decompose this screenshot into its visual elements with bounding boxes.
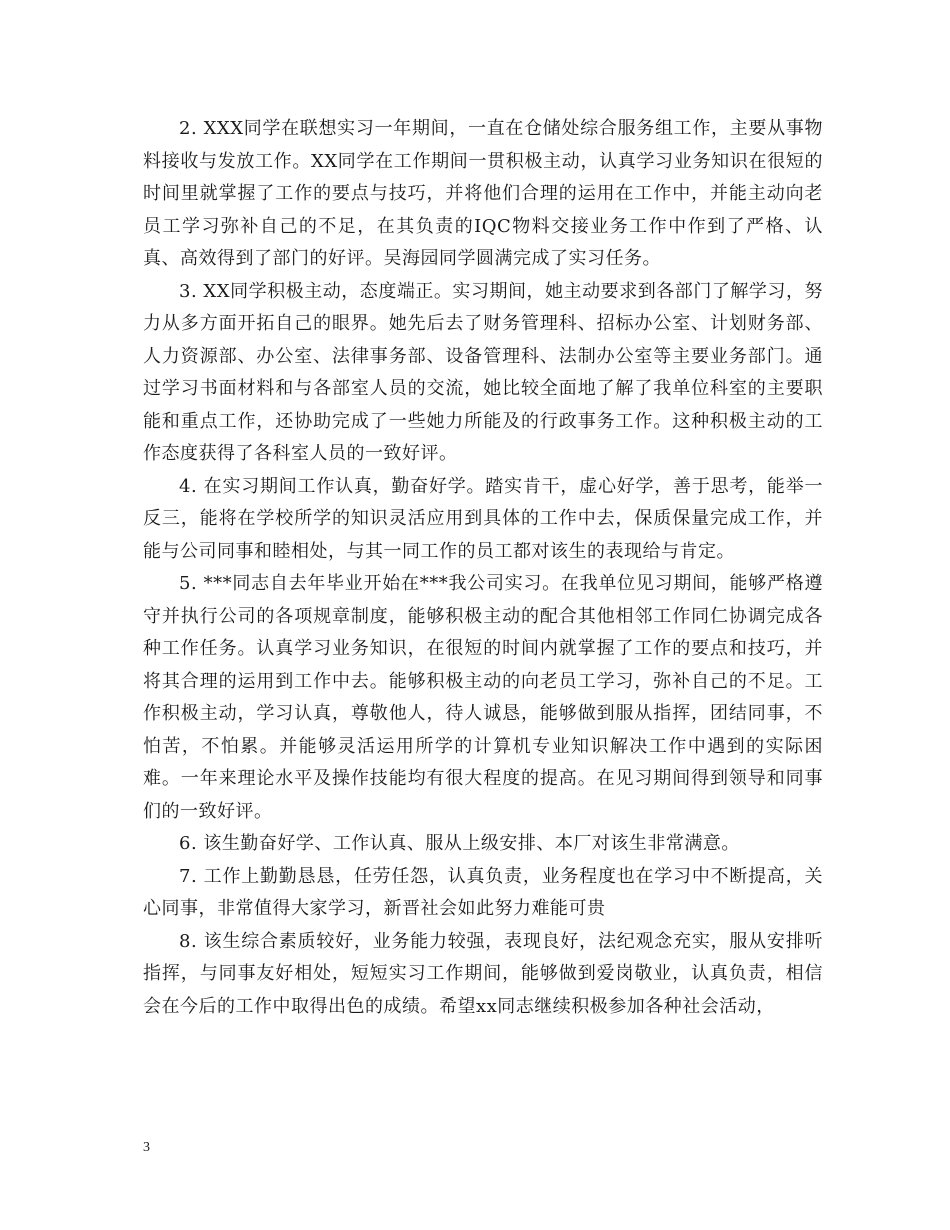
document-body: [143, 113, 823, 1023]
paragraph-2: 2. XXX同学在联想实习一年期间，一直在仓储处综合服务组工作，主要从事物料接收与发放工作。XX同学在工作期间一贯积极主动，认真学习业务知识在很短的时间里就掌握了工作的要点与技巧，并将他们合理的运用在工作中，并能主动向老员工学习弥补自己的不足，在其负责的IQC物料交接业务工作中作到了严格、认真、高效得到了部门的好评。吴海园同学圆满完成了实习任务。: [143, 118, 823, 269]
paragraph-6: 6. 该生勤奋好学、工作认真、服从上级安排、本厂对该生非常满意。: [179, 833, 740, 854]
paragraph-3: 3. XX同学积极主动，态度端正。实习期间，她主动要求到各部门了解学习，努力从多方面开拓自己的眼界。她先后去了财务管理科、招标办公室、计划财务部、人力资源部、办公室、法律事务部、设备管理科、法制办公室等主要业务部门。通过学习书面材料和与各部室人员的交流，她比较全面地了解了我单位科室的主要职能和重点工作，还协助完成了一些她力所能及的行政事务工作。这种积极主动的工作态度获得了各科室人员的一致好评。: [143, 280, 823, 464]
paragraph-5: 5. ***同志自去年毕业开始在***我公司实习。在我单位见习期间，能够严格遵守并执行公司的各项规章制度，能够积极主动的配合其他相邻工作同仁协调完成各种工作任务。认真学习业务知识，在很短的时间内就掌握了工作的要点和技巧，并将其合理的运用到工作中去。能够积极主动的向老员工学习，弥补自己的不足。工作积极主动，学习认真，尊敬他人，待人诚恳，能够做到服从指挥，团结同事，不怕苦，不怕累。并能够灵活运用所学的计算机专业知识解决工作中遇到的实际困难。一年来理论水平及操作技能均有很大程度的提高。在见习期间得到领导和同事们的一致好评。: [143, 573, 823, 822]
paragraph-8: 8. 该生综合素质较好，业务能力较强，表现良好，法纪观念充实，服从安排听指挥，与同事友好相处，短短实习工作期间，能够做到爱岗敬业，认真负责，相信会在今后的工作中取得出色的成绩。希望xx同志继续积极参加各种社会活动，: [143, 930, 823, 1017]
paragraph-4: 4. 在实习期间工作认真，勤奋好学。踏实肯干，虚心好学，善于思考，能举一反三，能将在学校所学的知识灵活应用到具体的工作中去，保质保量完成工作，并能与公司同事和睦相处，与其一同工作的员工都对该生的表现给与肯定。: [143, 475, 823, 562]
page-number: 3: [143, 1140, 150, 1155]
paragraph-7: 7. 工作上勤勤恳恳，任劳任怨，认真负责，业务程度也在学习中不断提高，关心同事，非常值得大家学习，新晋社会如此努力难能可贵: [143, 865, 823, 919]
